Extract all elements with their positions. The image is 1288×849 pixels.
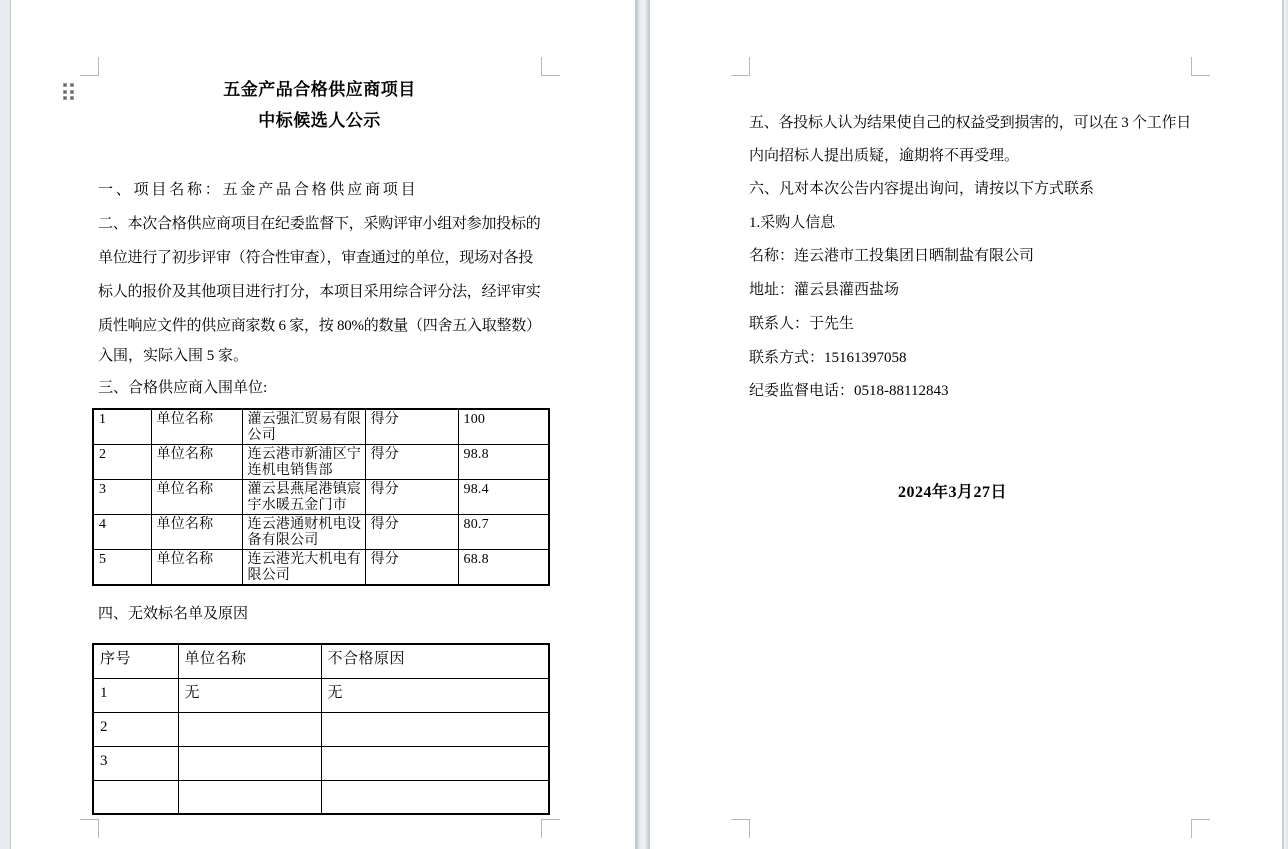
page-2[interactable] xyxy=(649,0,1283,849)
table-row xyxy=(93,480,549,515)
grip-dot xyxy=(63,90,67,94)
grip-dot xyxy=(70,96,74,100)
cell-reason[interactable]: 无 xyxy=(321,678,549,712)
cell-name-label[interactable]: 单位名称 xyxy=(151,445,242,480)
document-line[interactable]: 纪委监督电话：0518-88112843 xyxy=(749,383,949,399)
document-line[interactable]: 标人的报价及其他项目进行打分，本项目采用综合评分法，经评审实 xyxy=(98,284,541,300)
drag-handle-icon[interactable] xyxy=(63,83,74,100)
invalid-bid-table[interactable] xyxy=(92,643,550,815)
margin-mark-top-right xyxy=(541,57,560,76)
document-line[interactable]: 入围，实际入围 5 家。 xyxy=(98,348,249,364)
page-gap xyxy=(636,0,649,849)
margin-mark-top-left xyxy=(80,57,99,76)
cell-no[interactable]: 3 xyxy=(93,746,178,780)
table-row xyxy=(93,550,549,586)
cell-score[interactable]: 100 xyxy=(458,409,549,445)
cell-company[interactable]: 灌云县燕尾港镇宸宇水暖五金门市 xyxy=(242,480,365,515)
grip-dot xyxy=(63,96,67,100)
document-line[interactable]: 二、本次合格供应商项目在纪委监督下，采购评审小组对参加投标的 xyxy=(98,216,541,232)
table-row xyxy=(93,409,549,445)
cell-company[interactable] xyxy=(178,712,321,746)
cell-name-label[interactable]: 单位名称 xyxy=(151,409,242,445)
cell-no[interactable]: 4 xyxy=(93,515,151,550)
document-title-line2[interactable]: 中标候选人公示 xyxy=(258,111,381,130)
margin-mark-bottom-left xyxy=(731,819,750,838)
document-line[interactable]: 联系方式：15161397058 xyxy=(749,350,907,366)
section4-heading[interactable]: 四、无效标名单及原因 xyxy=(98,606,249,622)
supplier-table[interactable] xyxy=(92,408,550,586)
document-line[interactable]: 三、合格供应商入围单位: xyxy=(98,380,268,396)
cell-score-label[interactable]: 得分 xyxy=(365,550,458,586)
document-line[interactable]: 地址：灌云县灌西盐场 xyxy=(749,282,900,298)
grip-dot xyxy=(70,90,74,94)
cell-reason[interactable] xyxy=(321,712,549,746)
cell-company[interactable]: 连云港光大机电有限公司 xyxy=(242,550,365,586)
cell-name-label[interactable]: 单位名称 xyxy=(151,550,242,586)
margin-mark-top-left xyxy=(731,57,750,76)
cell-score-label[interactable]: 得分 xyxy=(365,480,458,515)
cell-no[interactable]: 1 xyxy=(93,678,178,712)
header-no[interactable]: 序号 xyxy=(93,644,178,678)
cell-score[interactable]: 98.4 xyxy=(458,480,549,515)
cell-no[interactable] xyxy=(93,780,178,814)
cell-name-label[interactable]: 单位名称 xyxy=(151,480,242,515)
scrollbar-track[interactable] xyxy=(1283,0,1288,849)
table-row xyxy=(93,515,549,550)
document-line[interactable]: 一、项目名称：五金产品合格供应商项目 xyxy=(98,182,419,198)
cell-company[interactable]: 灌云强汇贸易有限公司 xyxy=(242,409,365,445)
cell-score-label[interactable]: 得分 xyxy=(365,445,458,480)
cell-name-label[interactable]: 单位名称 xyxy=(151,515,242,550)
cell-no[interactable]: 3 xyxy=(93,480,151,515)
table-row xyxy=(93,746,549,780)
grip-dot xyxy=(70,83,74,87)
header-company[interactable]: 单位名称 xyxy=(178,644,321,678)
margin-mark-bottom-left xyxy=(80,819,99,838)
document-line[interactable]: 1.采购人信息 xyxy=(749,215,836,231)
cell-no[interactable]: 1 xyxy=(93,409,151,445)
document-line[interactable]: 单位进行了初步评审（符合性审查），审查通过的单位，现场对各投 xyxy=(98,250,534,266)
cell-no[interactable]: 5 xyxy=(93,550,151,586)
document-line[interactable]: 名称：连云港市工投集团日晒制盐有限公司 xyxy=(749,248,1035,264)
cell-score[interactable]: 80.7 xyxy=(458,515,549,550)
cell-company[interactable] xyxy=(178,746,321,780)
document-line[interactable]: 质性响应文件的供应商家数 6 家，按 80%的数量（四舍五入取整数） xyxy=(98,318,541,334)
document-title-line1[interactable]: 五金产品合格供应商项目 xyxy=(223,80,416,99)
document-line[interactable]: 五、各投标人认为结果使自己的权益受到损害的，可以在 3 个工作日 xyxy=(749,115,1192,131)
table-row xyxy=(93,678,549,712)
app-background-left xyxy=(0,0,10,849)
document-date[interactable]: 2024年3月27日 xyxy=(897,484,1007,501)
cell-no[interactable]: 2 xyxy=(93,445,151,480)
cell-score-label[interactable]: 得分 xyxy=(365,409,458,445)
margin-mark-bottom-right xyxy=(541,819,560,838)
cell-score[interactable]: 68.8 xyxy=(458,550,549,586)
document-line[interactable]: 六、凡对本次公告内容提出询问，请按以下方式联系 xyxy=(749,181,1095,197)
grip-dot xyxy=(63,83,67,87)
cell-no[interactable]: 2 xyxy=(93,712,178,746)
margin-mark-top-right xyxy=(1191,57,1210,76)
cell-score-label[interactable]: 得分 xyxy=(365,515,458,550)
table-row xyxy=(93,780,549,814)
document-line[interactable]: 内向招标人提出质疑，逾期将不再受理。 xyxy=(749,148,1020,164)
cell-reason[interactable] xyxy=(321,746,549,780)
margin-mark-bottom-right xyxy=(1191,819,1210,838)
table-row xyxy=(93,712,549,746)
cell-reason[interactable] xyxy=(321,780,549,814)
cell-company[interactable] xyxy=(178,780,321,814)
document-line[interactable]: 联系人：于先生 xyxy=(749,316,855,332)
table-header-row xyxy=(93,644,549,678)
cell-company[interactable]: 无 xyxy=(178,678,321,712)
cell-score[interactable]: 98.8 xyxy=(458,445,549,480)
cell-company[interactable]: 连云港通财机电设备有限公司 xyxy=(242,515,365,550)
page-1[interactable] xyxy=(10,0,636,849)
table-row xyxy=(93,445,549,480)
cell-company[interactable]: 连云港市新浦区宁连机电销售部 xyxy=(242,445,365,480)
header-reason[interactable]: 不合格原因 xyxy=(321,644,549,678)
